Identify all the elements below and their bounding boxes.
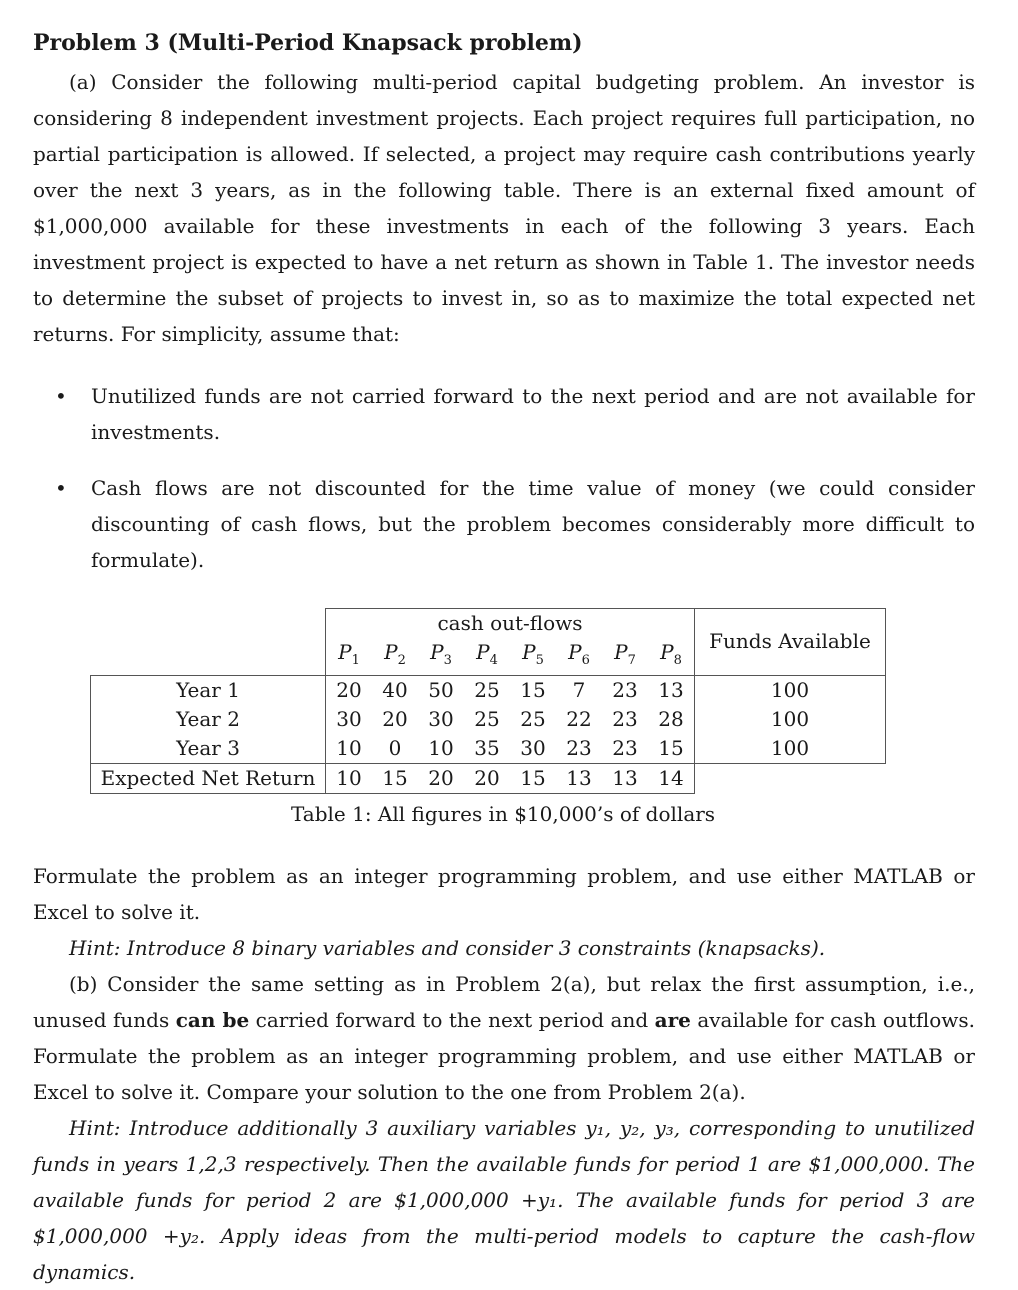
cash-outflows-header: cash out-flows: [326, 609, 695, 638]
formulate-a-paragraph: Formulate the problem as an integer programming problem, and use either MATLAB or Excel to solve it.: [33, 864, 975, 924]
table-section: [33, 608, 975, 858]
table-cell: 23: [612, 706, 638, 731]
funds-available-header: Funds Available: [695, 609, 886, 676]
table-cell: 0: [388, 735, 402, 760]
table-cell: 14: [648, 763, 695, 793]
project-header: $P_4$: [476, 639, 498, 668]
table-header-row: [91, 609, 886, 638]
project-header: $P_8$: [660, 639, 682, 668]
table-cell: 10: [326, 734, 373, 764]
table-cell: 30: [428, 706, 454, 731]
table-cell: 10: [428, 735, 454, 760]
funds-cell: 100: [695, 675, 886, 705]
table-cell: 7: [556, 675, 602, 705]
table-row: [91, 675, 886, 705]
row-label: Year 2: [91, 705, 326, 734]
project-header: $P_2$: [384, 639, 406, 668]
table-cell: 40: [372, 675, 418, 705]
table-cell: 13: [648, 675, 695, 705]
cash-flow-table: [90, 608, 886, 794]
table-cell: 15: [658, 735, 684, 760]
table-cell: 15: [510, 763, 556, 793]
table-cell: 22: [566, 706, 592, 731]
table-cell: 30: [326, 705, 373, 734]
assumption-list: [33, 378, 975, 578]
row-label: Year 3: [91, 734, 326, 764]
table-cell: 13: [556, 763, 602, 793]
table-caption: Table 1: All figures in $10,000’s of dollars: [291, 802, 716, 826]
table-cell: 23: [602, 675, 648, 705]
hint-b: Hint: Introduce additionally 3 auxiliary variables y₁, y₂, y₃, corresponding to unutilized funds in years 1,2,3 respectively. Then the available funds for period 1 are $1,000,000. The available funds for period 2 are $1,000,000 +y₁. The available funds for period 3 are $1,000,000 +y₂. Apply ideas from the multi-period models to capture the cash-flow dynamics.: [33, 1116, 975, 1284]
assumption-item: • Cash flows are not discounted for the time value of money (we could consider discounting of cash flows, but the problem becomes considerably more difficult to formulate).: [33, 470, 975, 578]
table-row: [91, 705, 886, 734]
table-cell: 50: [418, 675, 464, 705]
table-cell: 20: [326, 675, 373, 705]
table-cell: 10: [326, 763, 373, 793]
table-row: [91, 734, 886, 764]
funds-cell: 100: [695, 734, 886, 764]
project-header: $P_6$: [568, 639, 590, 668]
document-page: [33, 28, 975, 1290]
project-header: $P_3$: [430, 639, 452, 668]
hint-a: Hint: Introduce 8 binary variables and consider 3 constraints (knapsacks).: [69, 936, 826, 960]
part-b-paragraph: (b) Consider the same setting as in Problem 2(a), but relax the first assumption, i.e., unused funds can be carried forward to the next period and are available for cash outflows. Formulate the problem as an integer programming problem, and use either MATLAB or Excel to solve it. Compare your solution to the one from Problem 2(a).: [33, 972, 975, 1104]
part-a-paragraph: (a) Consider the following multi-period capital budgeting problem. An investor is considering 8 independent investment projects. Each project requires full participation, no partial participation is allowed. If selected, a project may require cash contributions yearly over the next 3 years, as in the following table. There is an external fixed amount of $1,000,000 available for these investments in each of the following 3 years. Each investment project is expected to have a net return as shown in Table 1. The investor needs to determine the subset of projects to invest in, so as to maximize the total expected net returns. For simplicity, assume that:: [33, 70, 975, 346]
table-cell: 25: [464, 675, 510, 705]
table-cell: 35: [474, 735, 500, 760]
table-cell: 15: [372, 763, 418, 793]
problem-title: Problem 3 (Multi-Period Knapsack problem): [33, 30, 583, 56]
table-cell: 13: [602, 763, 648, 793]
table-cell: 30: [520, 735, 546, 760]
row-label: Expected Net Return: [91, 763, 326, 793]
project-header: $P_1$: [326, 638, 373, 676]
table-cell: 28: [658, 706, 684, 731]
project-header: $P_7$: [614, 639, 636, 668]
table-cell: 25: [474, 706, 500, 731]
table-cell: 15: [510, 675, 556, 705]
table-cell: 20: [464, 763, 510, 793]
table-cell: 23: [566, 735, 592, 760]
assumption-item: • Unutilized funds are not carried forward to the next period and are not available for investments.: [33, 378, 975, 450]
project-header: $P_5$: [522, 639, 544, 668]
table-cell: 23: [612, 735, 638, 760]
funds-cell: 100: [695, 705, 886, 734]
row-label: Year 1: [91, 675, 326, 705]
table-cell: 20: [382, 706, 408, 731]
table-cell: 20: [418, 763, 464, 793]
table-row: [91, 763, 886, 793]
table-cell: 25: [520, 706, 546, 731]
